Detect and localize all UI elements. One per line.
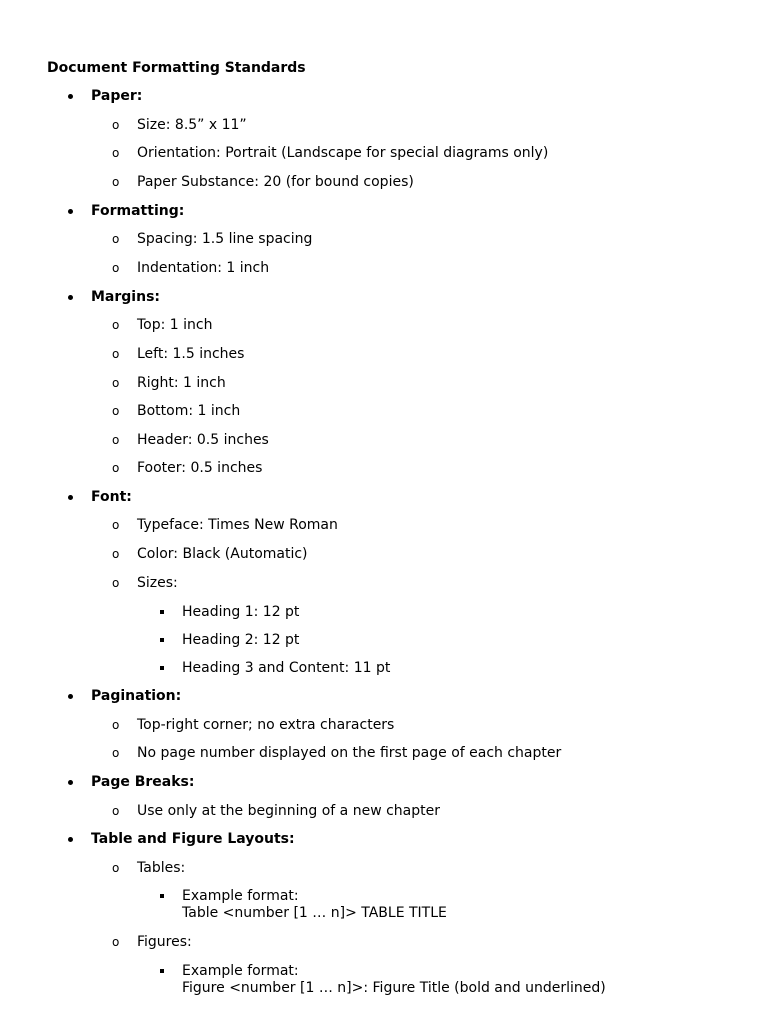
list-item-text: No page number displayed on the first page of each chapter <box>137 745 562 761</box>
list-item-text: Bottom: 1 inch <box>137 403 241 419</box>
bullet-disc-icon <box>68 694 73 699</box>
list-item-text: Paper Substance: 20 (for bound copies) <box>137 174 414 190</box>
bullet-circle-icon: o <box>112 146 120 160</box>
bullet-circle-icon: o <box>112 376 120 390</box>
list-item-text: Header: 0.5 inches <box>137 432 269 448</box>
bullet-circle-icon: o <box>112 746 120 760</box>
bullet-square-icon <box>160 969 164 973</box>
example-label: Example format: <box>182 963 299 979</box>
section-heading: Margins: <box>91 289 161 305</box>
example-format: Table <number [1 … n]> TABLE TITLE <box>182 905 447 921</box>
list-item-text: Spacing: 1.5 line spacing <box>137 231 313 247</box>
bullet-circle-icon: o <box>112 404 120 418</box>
bullet-circle-icon: o <box>112 547 120 561</box>
bullet-circle-icon: o <box>112 118 120 132</box>
list-item-text: Sizes: <box>137 575 178 591</box>
list-item-text: Size: 8.5” x 11” <box>137 117 247 133</box>
bullet-disc-icon <box>68 780 73 785</box>
list-item-text: Top: 1 inch <box>137 317 213 333</box>
bullet-disc-icon <box>68 94 73 99</box>
list-item-text: Typeface: Times New Roman <box>137 517 338 533</box>
list-item-text: Figures: <box>137 934 192 950</box>
bullet-circle-icon: o <box>112 347 120 361</box>
bullet-circle-icon: o <box>112 718 120 732</box>
bullet-square-icon <box>160 894 164 898</box>
section-heading: Formatting: <box>91 203 185 219</box>
bullet-square-icon <box>160 666 164 670</box>
list-item-text: Use only at the beginning of a new chapter <box>137 803 440 819</box>
list-item-text: Left: 1.5 inches <box>137 346 245 362</box>
list-item-text: Indentation: 1 inch <box>137 260 270 276</box>
bullet-circle-icon: o <box>112 804 120 818</box>
bullet-circle-icon: o <box>112 518 120 532</box>
section-heading: Paper: <box>91 88 143 104</box>
section-heading: Page Breaks: <box>91 774 195 790</box>
list-item-text: Right: 1 inch <box>137 375 226 391</box>
bullet-disc-icon <box>68 837 73 842</box>
bullet-circle-icon: o <box>112 461 120 475</box>
document-title: Document Formatting Standards <box>47 60 306 76</box>
section-heading: Font: <box>91 489 132 505</box>
example-label: Example format: <box>182 888 299 904</box>
bullet-square-icon <box>160 638 164 642</box>
list-item-text <box>182 963 606 997</box>
list-item-text: Top-right corner; no extra characters <box>137 717 395 733</box>
list-item-text: Color: Black (Automatic) <box>137 546 308 562</box>
bullet-disc-icon <box>68 495 73 500</box>
bullet-circle-icon: o <box>112 318 120 332</box>
bullet-circle-icon: o <box>112 861 120 875</box>
list-item-text: Tables: <box>137 860 186 876</box>
bullet-disc-icon <box>68 209 73 214</box>
bullet-circle-icon: o <box>112 576 120 590</box>
bullet-circle-icon: o <box>112 935 120 949</box>
example-format: Figure <number [1 … n]>: Figure Title (bold and underlined) <box>182 980 606 996</box>
bullet-circle-icon: o <box>112 232 120 246</box>
list-item-text: Orientation: Portrait (Landscape for special diagrams only) <box>137 145 549 161</box>
list-item-text: Heading 2: 12 pt <box>182 632 300 648</box>
list-item-text <box>182 888 447 922</box>
bullet-circle-icon: o <box>112 433 120 447</box>
list-item-text: Heading 3 and Content: 11 pt <box>182 660 391 676</box>
section-heading: Pagination: <box>91 688 182 704</box>
list-item-text: Heading 1: 12 pt <box>182 604 300 620</box>
bullet-square-icon <box>160 610 164 614</box>
list-item-text: Footer: 0.5 inches <box>137 460 263 476</box>
bullet-circle-icon: o <box>112 261 120 275</box>
bullet-disc-icon <box>68 295 73 300</box>
bullet-circle-icon: o <box>112 175 120 189</box>
section-heading: Table and Figure Layouts: <box>91 831 295 847</box>
